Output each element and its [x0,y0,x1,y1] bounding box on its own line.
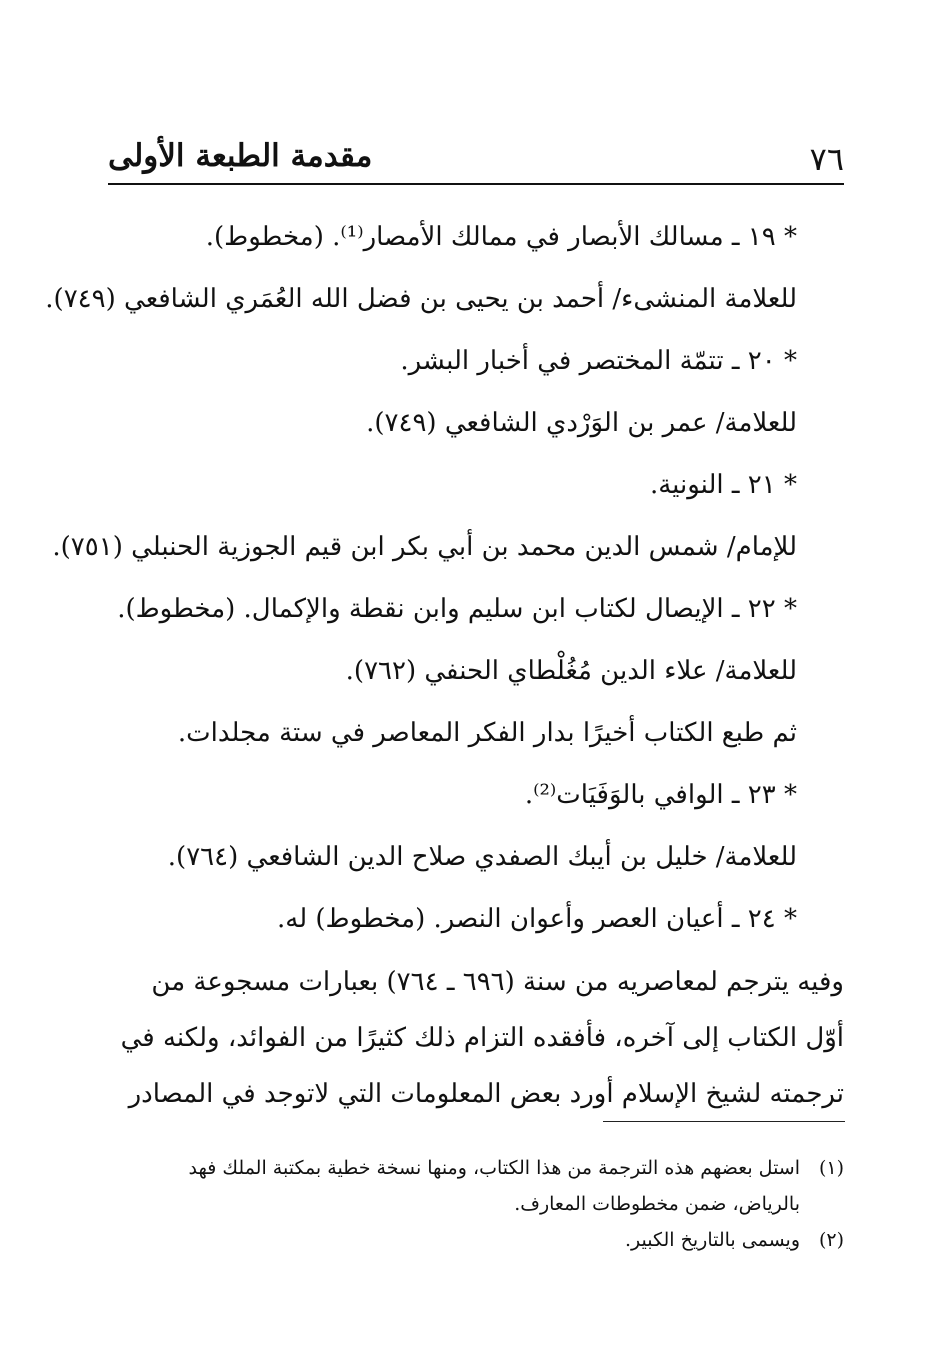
author-line-22: للعلامة/ علاء الدين مُغُلْطاي الحنفي (٧٦٢). [345,656,797,686]
author-line-23: للعلامة/ خليل بن أيبك الصفدي صلاح الدين الشافعي (٧٦٤). [167,842,797,872]
footnote-rule [603,1121,845,1122]
paragraph-line: وفيه يترجم لمعاصريه من سنة (٦٩٦ ـ ٧٦٤) بعبارات مسجوعة من [151,967,844,997]
book-entry-22: * ٢٢ ـ الإيصال لكتاب ابن سليم وابن نقطة والإكمال. (مخطوط). [117,594,797,624]
footnote-number: (٢) [818,1229,844,1251]
book-entry-24: * ٢٤ ـ أعيان العصر وأعوان النصر. (مخطوط) له. [277,904,797,934]
author-line-21: للإمام/ شمس الدين محمد بن أبي بكر ابن قيم الجوزية الحنبلي (٧٥١). [52,532,797,562]
footnotes [115,1150,844,1258]
book-entry-23: * ٢٣ ـ الوافي بالوَفَيَات⁽²⁾. [524,780,797,810]
page-number: ٧٦ [809,140,844,178]
book-entry-19: * ١٩ ـ مسالك الأبصار في ممالك الأمصار⁽¹⁾. (مخطوط). [205,222,797,252]
publication-note: ثم طبع الكتاب أخيرًا بدار الفكر المعاصر في ستة مجلدات. [177,718,797,748]
header-rule [108,183,844,185]
book-entry-21: * ٢١ ـ النونية. [649,470,797,500]
author-line-19: للعلامة المنشىء/ أحمد بن يحيى بن فضل الله العُمَري الشافعي (٧٤٩). [45,284,797,314]
footnote-number: (١) [818,1157,844,1179]
footnote-2 [115,1222,844,1258]
book-list [45,206,797,950]
footnote-1 [115,1150,844,1222]
page-header [108,138,844,182]
footnote-text: استل بعضهم هذه الترجمة من هذا الكتاب، ومنها نسخة خطية بمكتبة الملك فهد بالرياض، ضمن مخطوطات المعارف. [188,1157,800,1215]
paragraph-line: ترجمته لشيخ الإسلام أورد بعض المعلومات التي لاتوجد في المصادر [128,1079,844,1109]
running-title: مقدمة الطبعة الأولى [108,138,373,174]
footnote-text: ويسمى بالتاريخ الكبير. [625,1229,800,1251]
paragraph-line: أوّل الكتاب إلى آخره، فأفقده التزام ذلك كثيرًا من الفوائد، ولكنه في [120,1023,844,1053]
author-line-20: للعلامة/ عمر بن الوَرْدي الشافعي (٧٤٩). [366,408,797,438]
book-entry-20: * ٢٠ ـ تتمّة المختصر في أخبار البشر. [400,346,797,376]
body-paragraph [115,954,844,1122]
